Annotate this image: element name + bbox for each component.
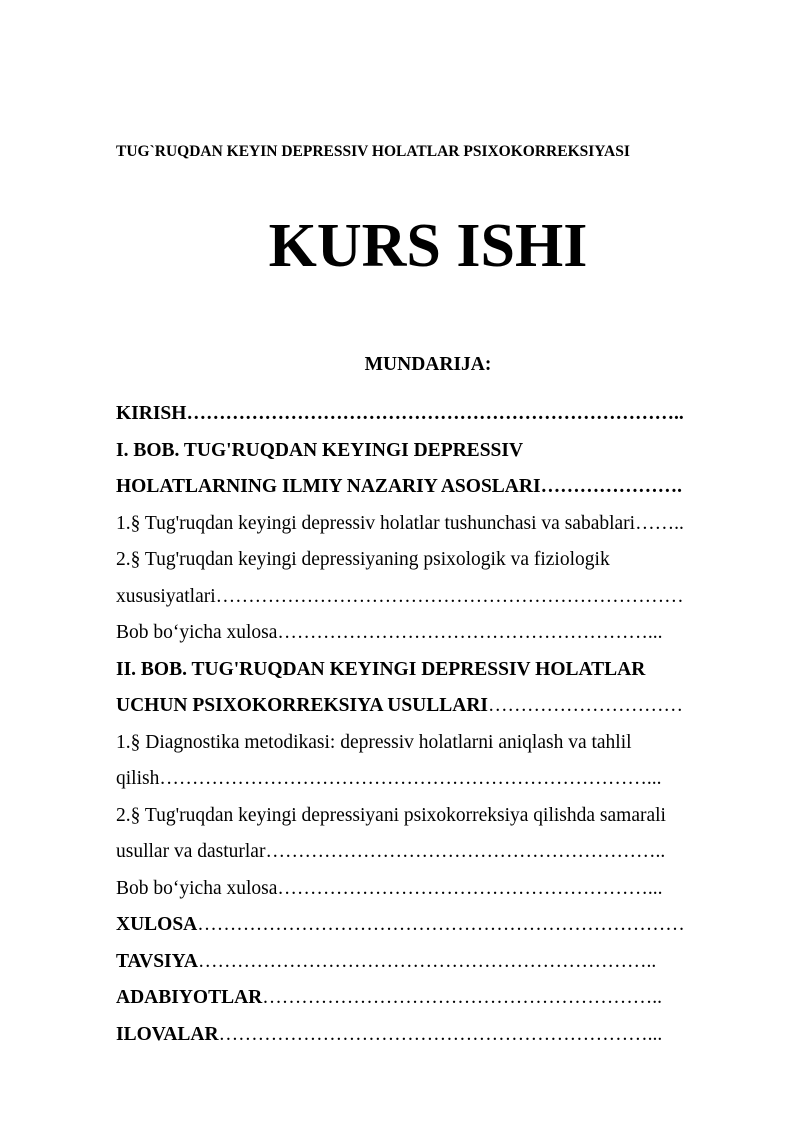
toc-line-leader: …………………………………………………………...	[218, 1023, 663, 1045]
toc-line-text: TAVSIYA	[116, 950, 199, 972]
toc-line-leader: ………………….	[540, 476, 682, 497]
toc-line-leader: …………………………………………………………………	[197, 914, 685, 935]
toc-line-text: I. BOB. TUG'RUQDAN KEYINGI DEPRESSIV	[116, 439, 524, 461]
toc-line-text: UCHUN PSIXOKORREKSIYA USULLARI	[116, 695, 489, 716]
table-of-contents	[116, 398, 746, 1055]
toc-line-leader: ……………………………………………………………..	[198, 950, 657, 972]
toc-heading: MUNDARIJA:	[364, 354, 492, 375]
toc-line	[116, 1019, 746, 1056]
toc-line-leader: …………………………	[488, 695, 684, 716]
toc-line-leader: …………………………………………………………………...	[159, 768, 662, 789]
toc-line-text: XULOSA	[116, 914, 198, 935]
toc-line	[116, 982, 746, 1019]
toc-line-leader: …………………………………………………………………..	[186, 403, 684, 424]
toc-line-text: ILOVALAR	[116, 1023, 219, 1045]
toc-line	[116, 946, 746, 983]
toc-line	[116, 581, 746, 618]
toc-line	[116, 690, 746, 727]
toc-line-leader: ……..	[635, 512, 684, 534]
toc-line-text: qilish	[116, 768, 160, 789]
toc-line	[116, 435, 746, 472]
toc-line-text: 1.§ Diagnostika metodikasi: depressiv holatlarni aniqlash va tahlil	[116, 731, 632, 753]
toc-line	[116, 909, 746, 946]
toc-line	[116, 654, 746, 691]
toc-line	[116, 800, 746, 837]
toc-line	[116, 763, 746, 800]
toc-line-text: KIRISH	[116, 403, 187, 424]
toc-line	[116, 508, 746, 545]
toc-line-leader: …………………………………………………...	[277, 622, 663, 643]
toc-line	[116, 873, 746, 910]
toc-line	[116, 617, 746, 654]
toc-line-leader: ……………………………………………………..	[265, 841, 666, 862]
document-title: KURS ISHI	[268, 212, 588, 280]
toc-line-text: xususiyatlari	[116, 585, 216, 607]
toc-line-leader: …………………………………………………...	[277, 877, 663, 899]
toc-line-text: II. BOB. TUG'RUQDAN KEYINGI DEPRESSIV HOLATLAR	[116, 658, 646, 680]
toc-line	[116, 544, 746, 581]
toc-line-text: 2.§ Tug'ruqdan keyingi depressiyani psixokorreksiya qilishda samarali	[116, 804, 666, 826]
document-topic: TUG`RUQDAN KEYIN DEPRESSIV HOLATLAR PSIXOKORREKSIYASI	[116, 143, 630, 160]
toc-line-leader: ……………………………………………………..	[262, 987, 663, 1008]
toc-line-text: Bob bo‘yicha xulosa	[116, 877, 278, 899]
toc-line-text: ADABIYOTLAR	[116, 987, 263, 1008]
toc-line	[116, 398, 746, 435]
toc-line	[116, 836, 746, 873]
toc-line	[116, 727, 746, 764]
toc-line-text: usullar va dasturlar	[116, 841, 266, 862]
toc-line-text: HOLATLARNING ILMIY NAZARIY ASOSLARI	[116, 476, 541, 497]
toc-line-text: 2.§ Tug'ruqdan keyingi depressiyaning psixologik va fiziologik	[116, 549, 610, 570]
toc-line-text: Bob bo‘yicha xulosa	[116, 622, 278, 643]
toc-line-text: 1.§ Tug'ruqdan keyingi depressiv holatlar tushunchasi va sabablari	[116, 512, 636, 534]
toc-line	[116, 471, 746, 508]
toc-line-leader: ………………………………………………………………	[215, 585, 684, 607]
